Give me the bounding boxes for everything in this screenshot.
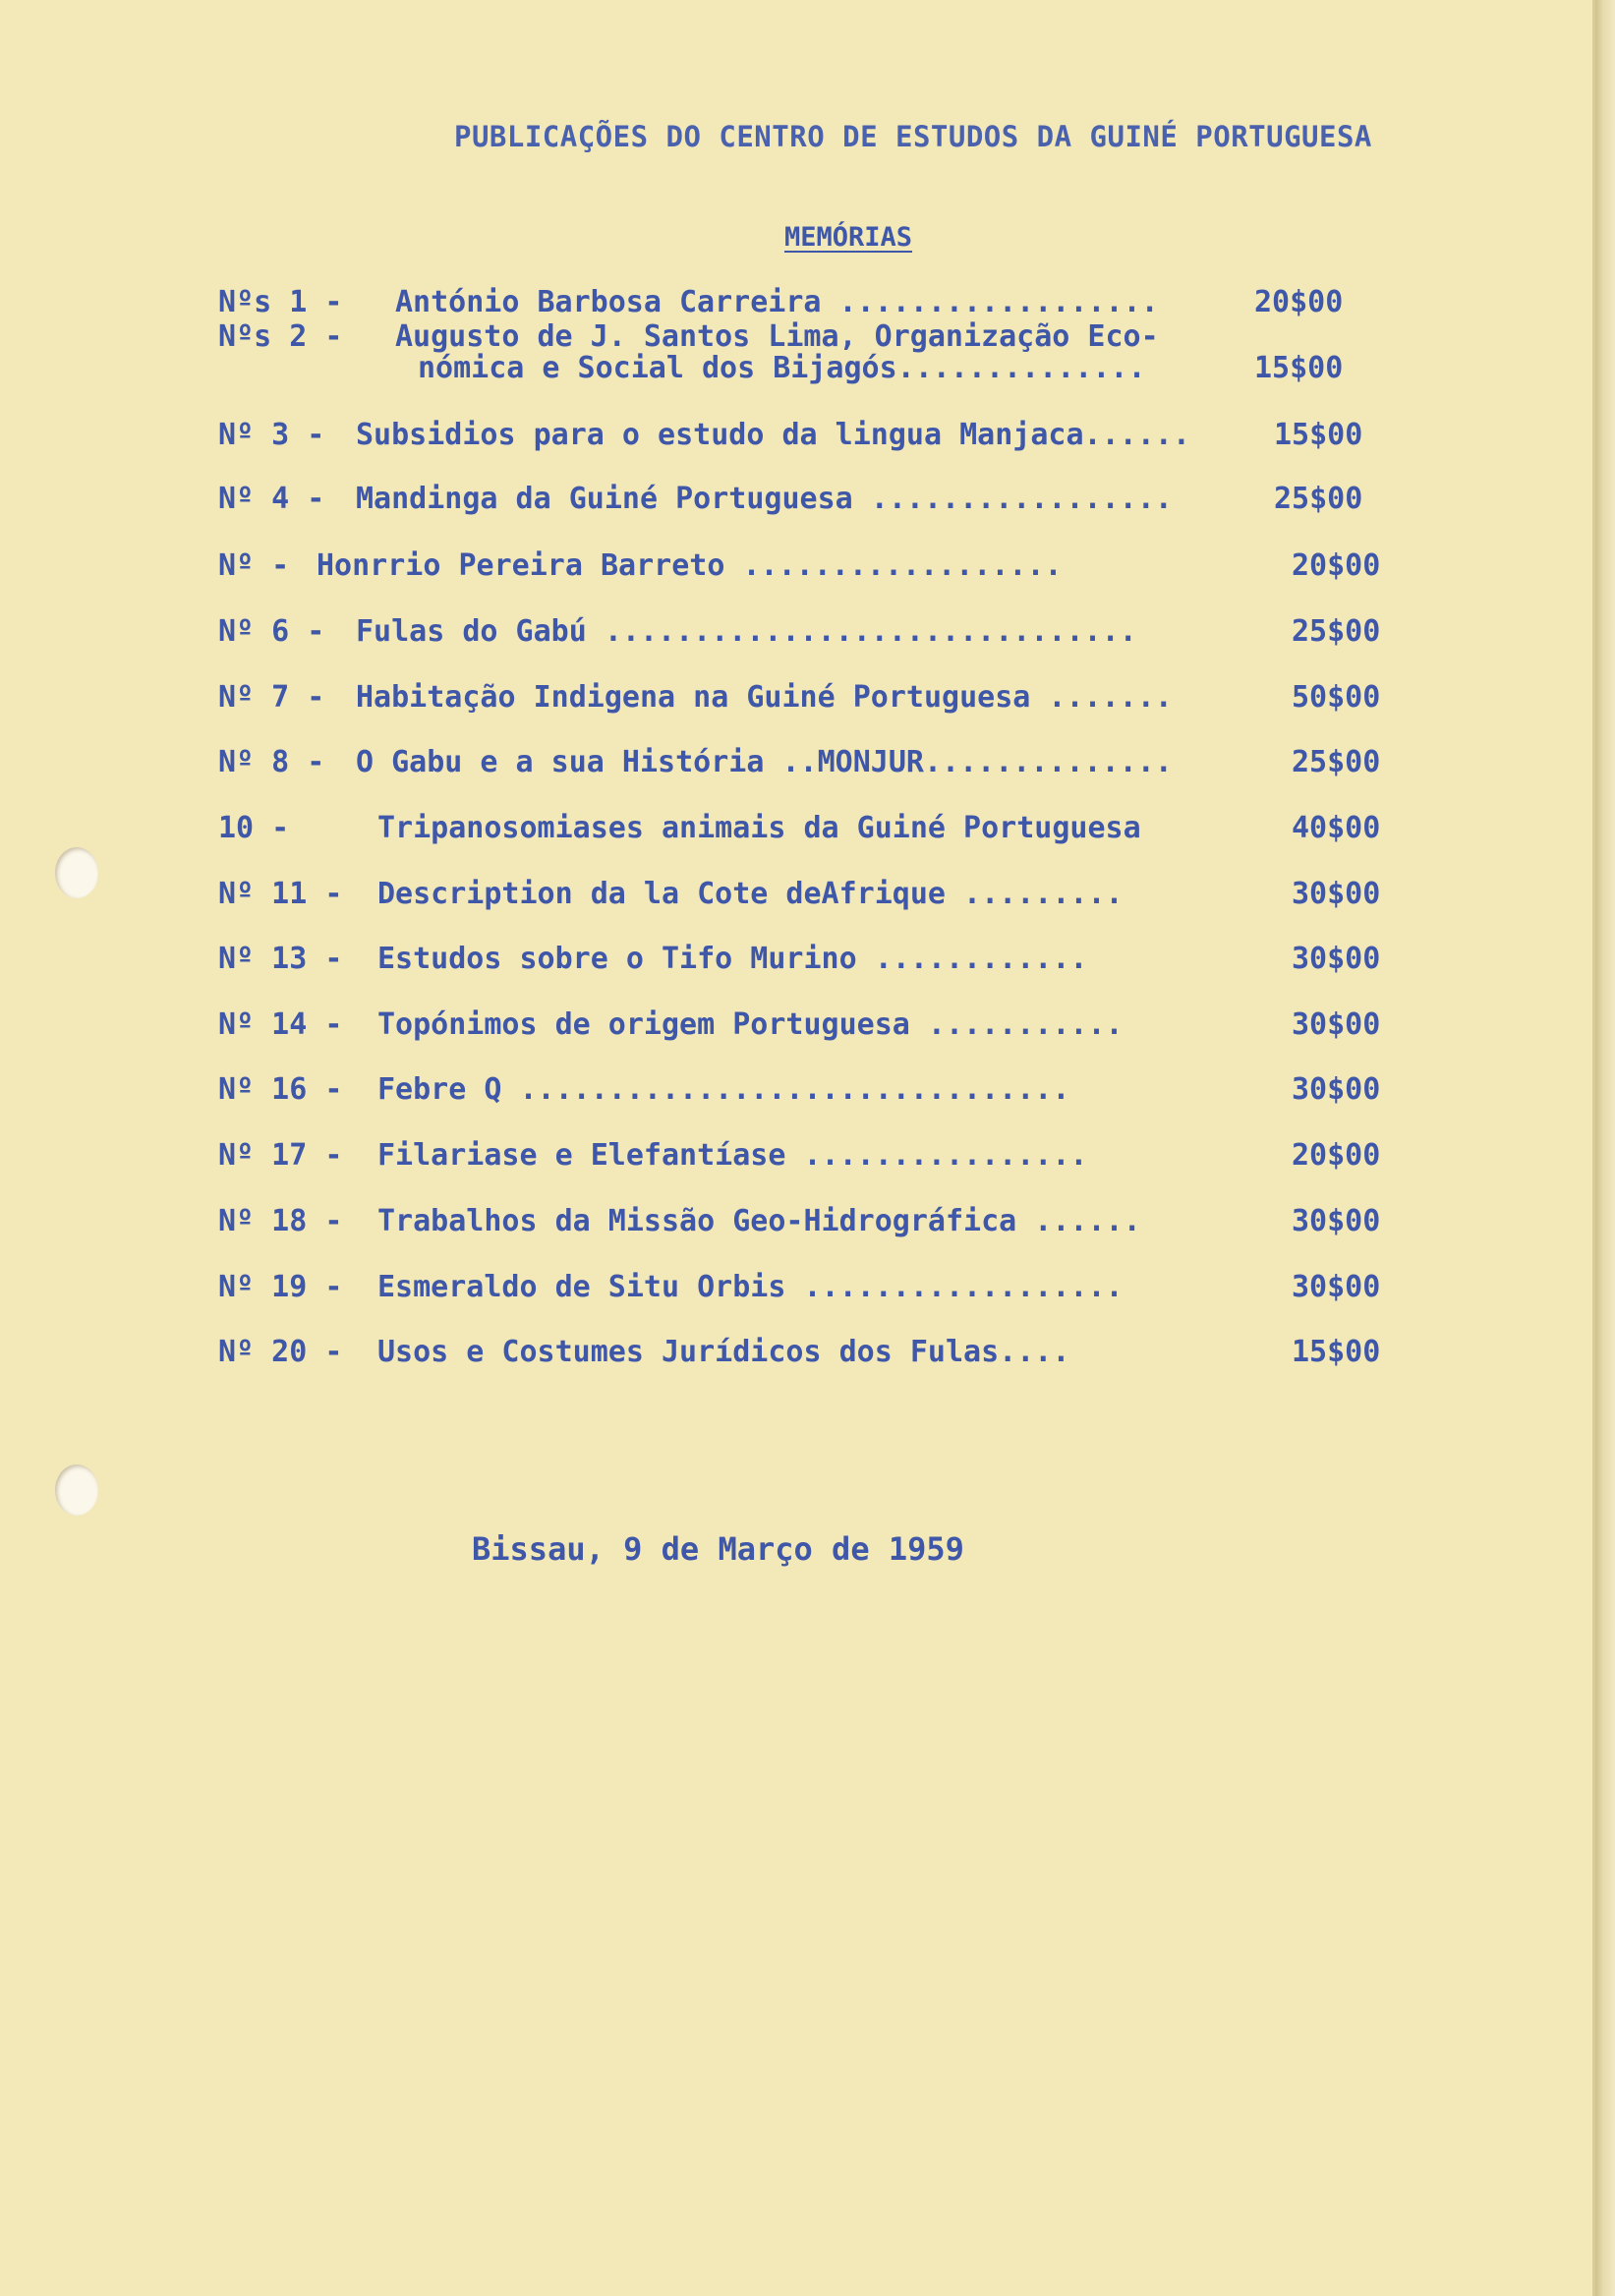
entry-title: Febre Q ............................... <box>377 1072 1070 1107</box>
entry-title: Filariase e Elefantíase ................ <box>377 1138 1088 1173</box>
entry-price: 30$00 <box>1292 942 1381 976</box>
entry-title: Usos e Costumes Jurídicos dos Fulas.... <box>377 1335 1070 1369</box>
entry-title: Mandinga da Guiné Portuguesa ................. <box>356 482 1173 516</box>
entry-number: Nº 11 - <box>218 877 343 911</box>
entry-number: Nºs 2 - <box>218 319 343 354</box>
document-date: Bissau, 9 de Março de 1959 <box>472 1530 964 1568</box>
entry-number: Nº 3 - <box>218 418 325 452</box>
entry-number: Nº 20 - <box>218 1335 343 1369</box>
entry-price: 25$00 <box>1292 745 1381 779</box>
entry-number: Nº 13 - <box>218 942 343 976</box>
entry-number: 10 - <box>218 811 290 845</box>
entry-title: Esmeraldo de Situ Orbis .................. <box>377 1270 1124 1304</box>
entry-number: Nº 8 - <box>218 745 325 779</box>
entry-price: 40$00 <box>1292 811 1381 845</box>
entry-title: Topónimos de origem Portuguesa ........... <box>377 1007 1124 1042</box>
entry-number: Nº 6 - <box>218 614 325 649</box>
entry-title: Augusto de J. Santos Lima, Organização Eco- <box>395 319 1159 354</box>
entry-number: Nº 19 - <box>218 1270 343 1304</box>
entry-number: Nº 4 - <box>218 482 325 516</box>
entry-number: Nº 16 - <box>218 1072 343 1107</box>
entry-price: 25$00 <box>1292 614 1381 649</box>
entry-title: Habitação Indigena na Guiné Portuguesa ....... <box>356 680 1173 715</box>
entry-price: 30$00 <box>1292 1270 1381 1304</box>
entry-title: Honrrio Pereira Barreto .................. <box>317 548 1063 583</box>
entry-price: 15$00 <box>1274 418 1363 452</box>
entry-price: 30$00 <box>1292 1072 1381 1107</box>
entry-number: Nº 14 - <box>218 1007 343 1042</box>
entry-price: 30$00 <box>1292 1007 1381 1042</box>
entry-title: Description da la Cote deAfrique ......... <box>377 877 1124 911</box>
entry-number: Nºs 1 - <box>218 285 343 319</box>
entry-price: 20$00 <box>1292 1138 1381 1173</box>
paper-edge <box>1595 0 1615 2296</box>
entry-price: 25$00 <box>1274 482 1363 516</box>
entry-title: Trabalhos da Missão Geo-Hidrográfica ...... <box>377 1204 1141 1238</box>
entry-number: Nº 17 - <box>218 1138 343 1173</box>
entry-price: 15$00 <box>1254 351 1344 385</box>
entry-title: Tripanosomiases animais da Guiné Portuguesa <box>377 811 1141 845</box>
entry-number: Nº 18 - <box>218 1204 343 1238</box>
entry-price: 20$00 <box>1254 285 1344 319</box>
entry-price: 15$00 <box>1292 1335 1381 1369</box>
entry-title: António Barbosa Carreira .................. <box>395 285 1159 319</box>
entry-title: Fulas do Gabú .............................. <box>356 614 1137 649</box>
entry-title: O Gabu e a sua História ..MONJUR.............. <box>356 745 1173 779</box>
entry-title: Subsidios para o estudo da lingua Manjaca...... <box>356 418 1190 452</box>
entry-title: Estudos sobre o Tifo Murino ............ <box>377 942 1088 976</box>
document-title: PUBLICAÇÕES DO CENTRO DE ESTUDOS DA GUINÉ PORTUGUESA <box>454 120 1372 153</box>
entry-price: 30$00 <box>1292 877 1381 911</box>
entry-number: Nº 7 - <box>218 680 325 715</box>
entry-title: nómica e Social dos Bijagós.............. <box>418 351 1146 385</box>
entry-price: 50$00 <box>1292 680 1381 715</box>
entry-price: 20$00 <box>1292 548 1381 583</box>
section-heading: MEMÓRIAS <box>784 222 913 253</box>
entry-number: Nº - <box>218 548 290 583</box>
entry-price: 30$00 <box>1292 1204 1381 1238</box>
